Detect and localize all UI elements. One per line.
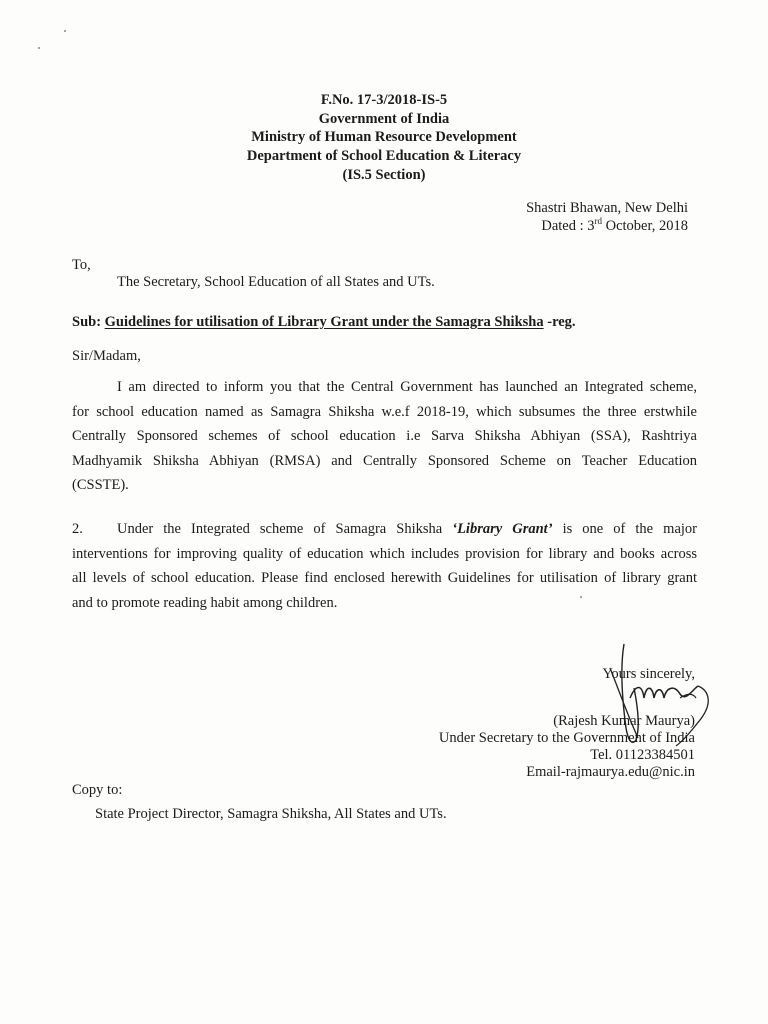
department-line: Department of School Education & Literacy <box>246 148 522 164</box>
signatory-designation: Under Secretary to the Government of India <box>438 730 695 746</box>
paragraph-1-line: (CSSTE). <box>72 477 129 494</box>
to-label: To, <box>72 257 91 273</box>
subject-suffix: -reg. <box>547 314 576 330</box>
paragraph-2-text: Under the Integrated scheme of Samagra Shiksha <box>117 521 453 537</box>
library-grant-emphasis: ‘Library Grant’ <box>452 521 553 537</box>
signatory-telephone: Tel. 01123384501 <box>590 747 695 763</box>
file-number: F.No. 17-3/2018-IS-5 <box>320 92 448 108</box>
paragraph-1-line: Centrally Sponsored schemes of school education i.e Sarva Shiksha Abhiyan (SSA), Rashtriya <box>72 428 697 445</box>
paragraph-1-line: Madhyamik Shiksha Abhiyan (RMSA) and Centrally Sponsored Scheme on Teacher Education <box>72 452 697 469</box>
date-prefix: Dated : 3 <box>541 218 595 234</box>
paragraph-2-line <box>72 517 697 542</box>
signatory-email: Email-rajmaurya.edu@nic.in <box>526 764 695 780</box>
paragraph-2 <box>72 517 697 615</box>
scan-speck <box>64 30 66 32</box>
signatory-name: (Rajesh Kumar Maurya) <box>553 713 695 729</box>
salutation: Sir/Madam, <box>72 348 141 364</box>
closing: Yours sincerely, <box>602 666 695 682</box>
paragraph-2-text: is one of the major <box>552 521 697 537</box>
government-line: Government of India <box>318 111 450 127</box>
ministry-line: Ministry of Human Resource Development <box>251 129 517 145</box>
date-ordinal: rd <box>594 216 602 227</box>
paragraph-1-line: for school education named as Samagra Shiksha w.e.f 2018-19, which subsumes the three erstwhile <box>72 403 697 420</box>
paragraph-number: 2. <box>72 521 83 537</box>
scan-speck <box>38 47 40 49</box>
date-suffix: October, 2018 <box>602 218 688 234</box>
section-line: (IS.5 Section) <box>342 167 426 183</box>
place-line: Shastri Bhawan, New Delhi <box>526 200 688 216</box>
paragraph-1 <box>72 375 697 498</box>
subject-prefix: Sub: <box>72 314 102 330</box>
subject-text: Guidelines for utilisation of Library Grant under the Samagra Shiksha <box>104 314 544 330</box>
subject-line <box>72 314 576 331</box>
recipient-line: The Secretary, School Education of all States and UTs. <box>117 274 435 290</box>
paragraph-2-line: interventions for improving quality of education which includes provision for library and books across <box>72 545 697 562</box>
signature-stroke <box>630 686 698 698</box>
copy-to-recipient: State Project Director, Samagra Shiksha, All States and UTs. <box>95 806 447 822</box>
copy-to-label: Copy to: <box>72 782 123 798</box>
paragraph-2-line: all levels of school education. Please find enclosed herewith Guidelines for utilisation of library grant <box>72 570 697 587</box>
paragraph-2-line: and to promote reading habit among children. <box>72 594 338 611</box>
date-line <box>541 218 688 235</box>
paragraph-1-line: I am directed to inform you that the Central Government has launched an Integrated scheme, <box>117 379 697 395</box>
